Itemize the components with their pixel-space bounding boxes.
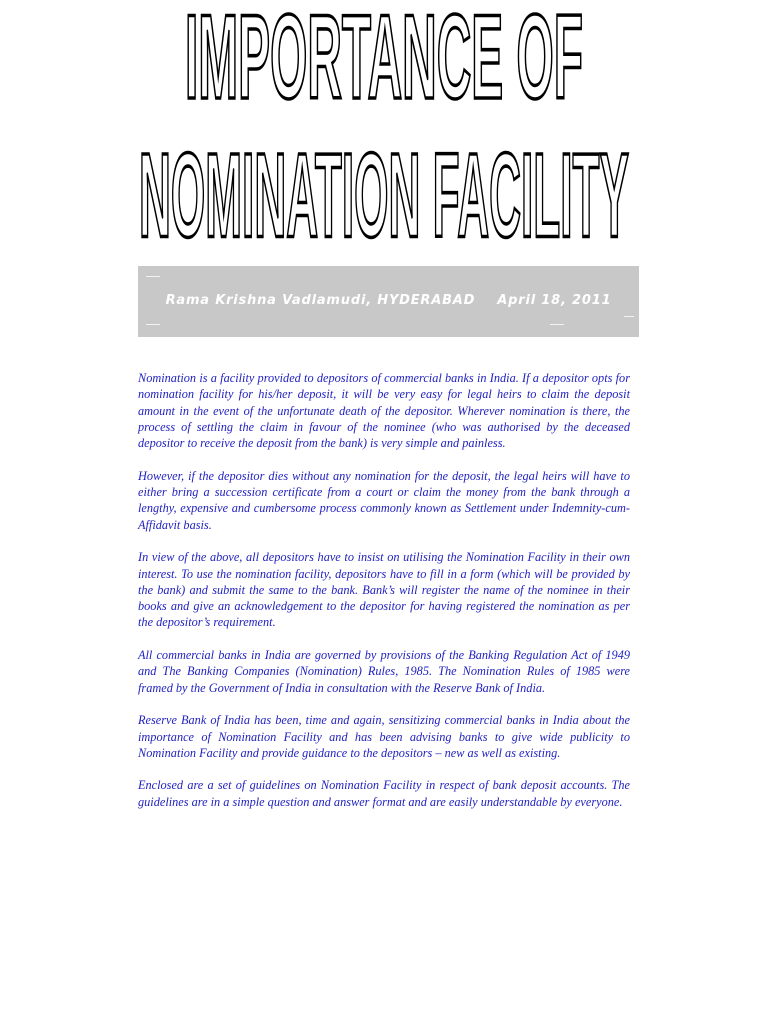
paragraph: Enclosed are a set of guidelines on Nomination Facility in respect of bank deposit accounts. The guidelines are in a simple question and answer format and are easily understandable by everyone.: [138, 778, 630, 809]
title-wordart: [0, 0, 768, 250]
paragraph: Nomination is a facility provided to depositors of commercial banks in India. If a depositor opts for nomination facility for his/her deposit, it will be very easy for legal heirs to claim the deposit amount in the event of the unfortunate death of the depositor. Wherever nomination is there, the process of settling the claim in favour of the nominee (who was authorised by the deceased depositor to receive the deposit from the bank) is very simple and painless.: [138, 371, 630, 451]
title-line-1: IMPORTANCE OF: [184, 0, 583, 125]
author-banner: [138, 266, 639, 337]
banner-author: Rama Krishna Vadlamudi, HYDERABAD: [165, 292, 476, 308]
paragraph: All commercial banks in India are governed by provisions of the Banking Regulation Act of 1949 and The Banking Companies (Nomination) Rules, 1985. The Nomination Rules of 1985 were framed by the Government of India in consultation with the Reserve Bank of India.: [138, 648, 630, 695]
paragraph: Reserve Bank of India has been, time and again, sensitizing commercial banks in India about the importance of Nomination Facility and has been advising banks to give wide publicity to Nomination Facility and provide guidance to the depositors – new as well as existing.: [138, 713, 630, 760]
paragraph: In view of the above, all depositors have to insist on utilising the Nomination Facility in their own interest. To use the nomination facility, depositors have to fill in a form (which will be provided by the bank) and submit the same to the bank. Bank’s will register the name of the nominee in their books and give an acknowledgement to the depositor for having registered the nomination as per the depositor’s requirement.: [138, 550, 630, 630]
body-text: [138, 370, 630, 826]
banner-date: April 18, 2011: [497, 292, 612, 308]
paragraph: However, if the depositor dies without any nomination for the deposit, the legal heirs will have to either bring a succession certificate from a court or claim the money from the bank through a lengthy, expensive and cumbersome process commonly known as Settlement under Indemnity-cum-Affidavit basis.: [138, 468, 630, 532]
title-line-2: NOMINATION FACILITY: [138, 129, 629, 250]
